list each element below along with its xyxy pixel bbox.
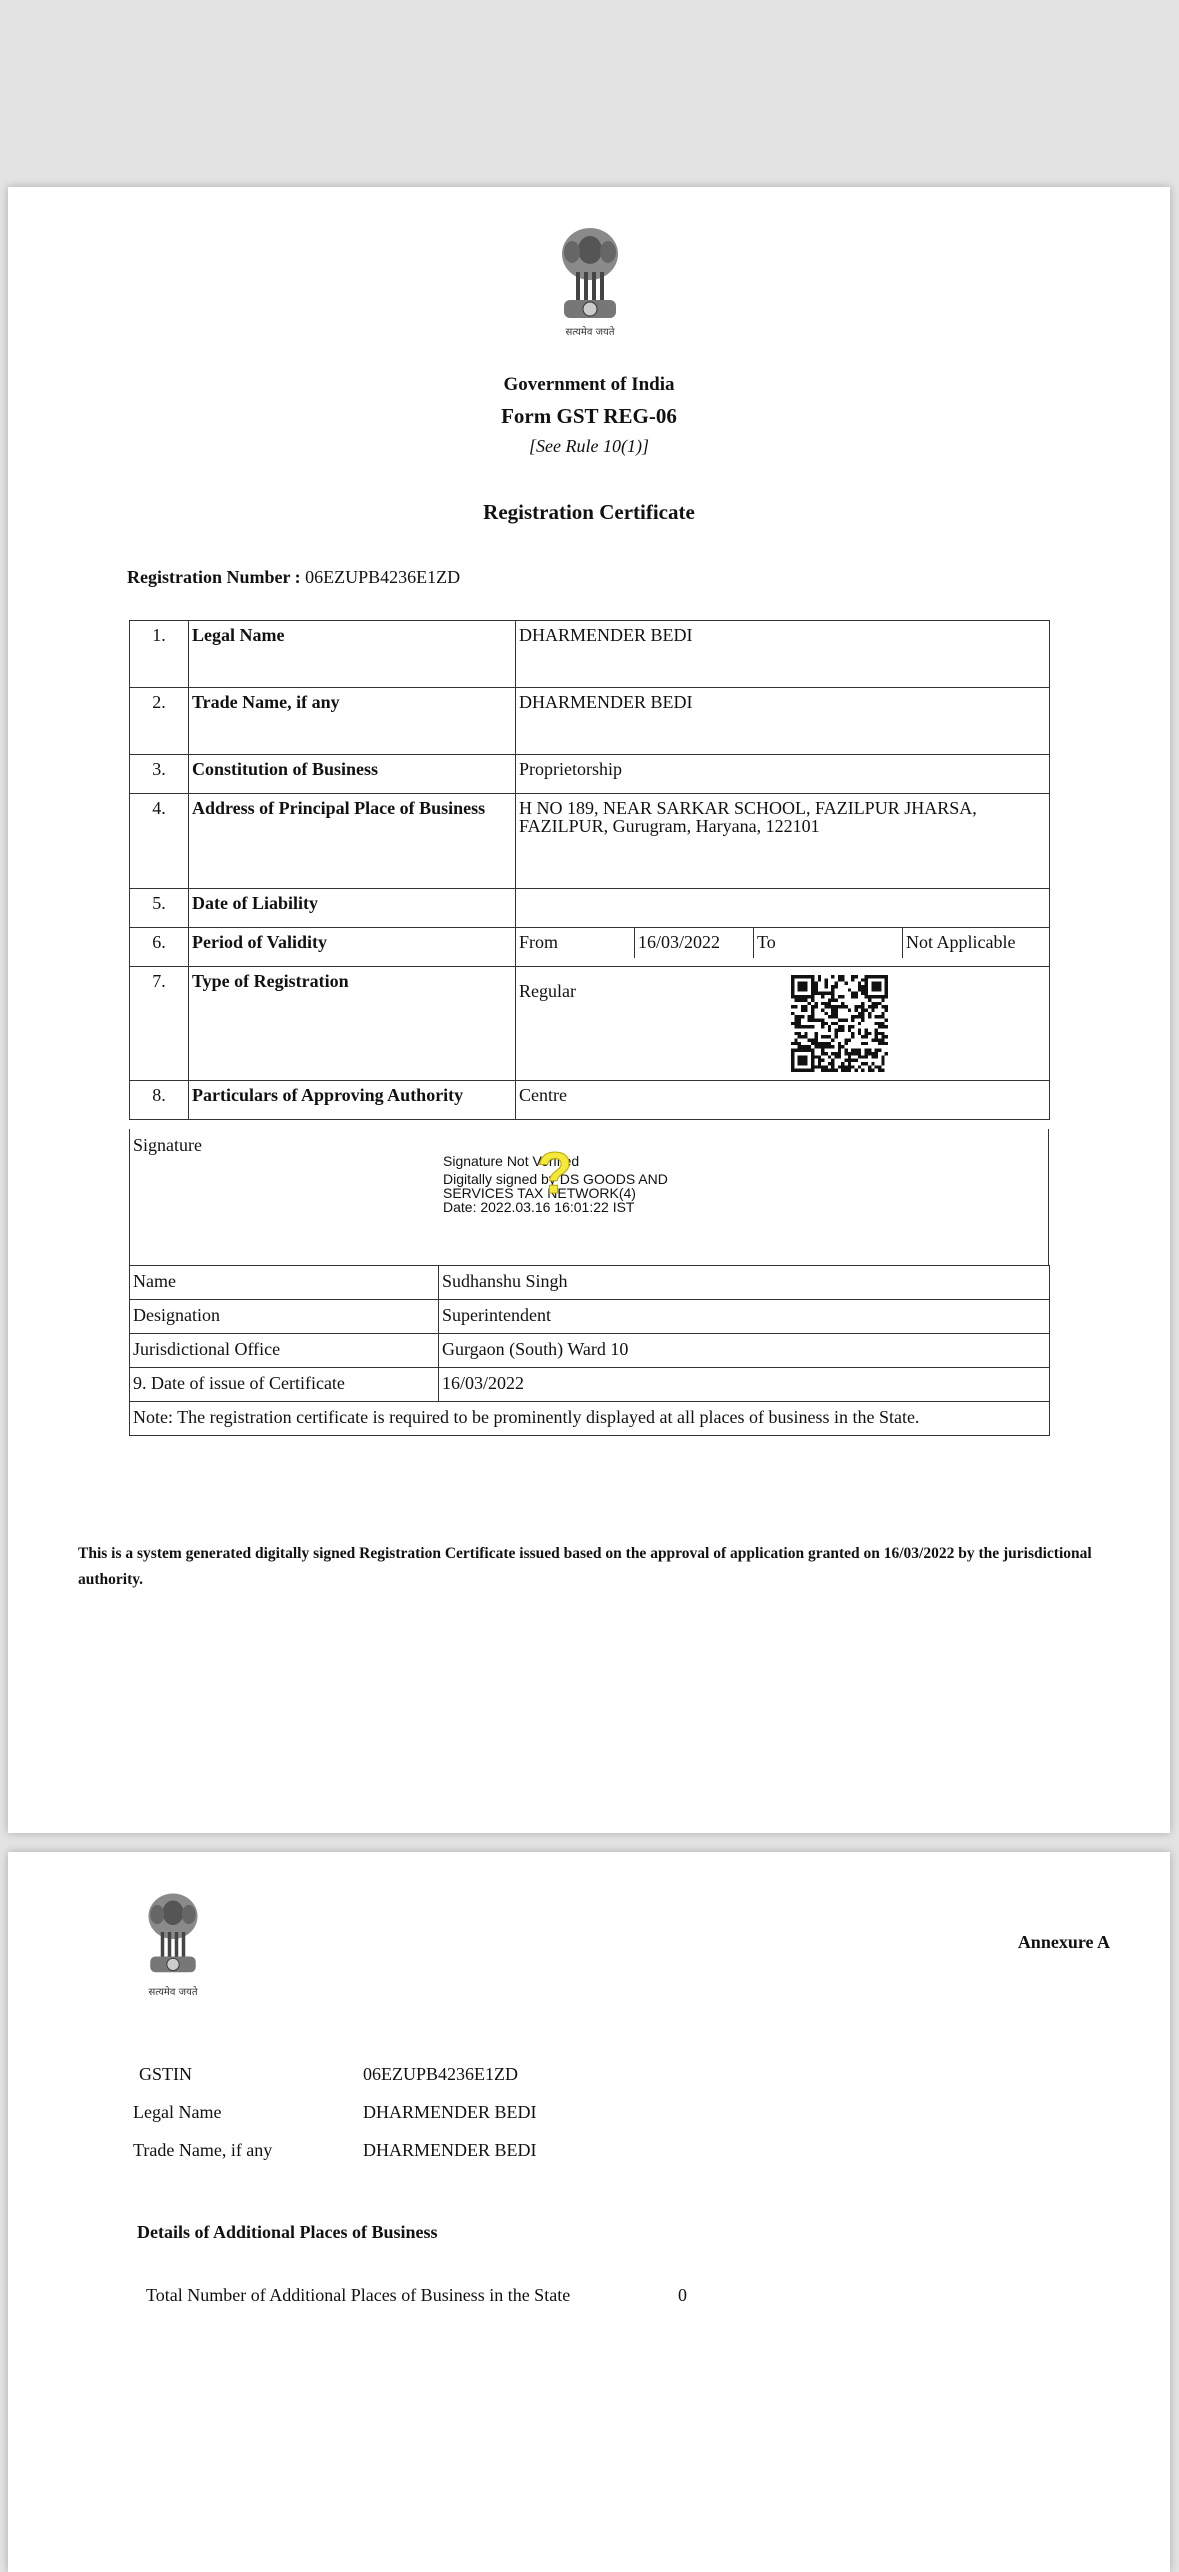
- additional-places-heading: Details of Additional Places of Business: [137, 2222, 438, 2242]
- table-row: [130, 755, 1050, 794]
- table-row: [130, 889, 1050, 928]
- row-label: Date of Liability: [189, 889, 516, 928]
- rule-reference: [See Rule 10(1)]: [529, 436, 649, 456]
- row-number: 6.: [130, 928, 189, 967]
- issue-date-value: 16/03/2022: [439, 1368, 1050, 1402]
- validity-to-value: Not Applicable: [906, 932, 1016, 952]
- registration-number: [127, 567, 460, 588]
- registration-details-table: [129, 620, 1050, 1120]
- table-row: [130, 1300, 1050, 1334]
- form-title: Form GST REG-06: [501, 404, 677, 428]
- system-generated-note: This is a system generated digitally signed Registration Certificate issued based on the approval of application granted on 16/03/2022 by the jurisdictional authority.: [78, 1545, 1092, 1588]
- officer-name-label: Name: [130, 1266, 439, 1300]
- table-row: [130, 794, 1050, 889]
- table-row: [130, 1081, 1050, 1120]
- row-number: 3.: [130, 755, 189, 794]
- certificate-title: Registration Certificate: [483, 500, 695, 524]
- jurisdictional-office-label: Jurisdictional Office: [130, 1334, 439, 1368]
- certificate-page-2: [8, 1852, 1170, 2572]
- row-label: Legal Name: [189, 621, 516, 688]
- table-row: [130, 928, 1050, 967]
- row-label: Trade Name, if any: [189, 688, 516, 755]
- table-row: [130, 1368, 1050, 1402]
- row-label: Particulars of Approving Authority: [189, 1081, 516, 1120]
- row-number: 4.: [130, 794, 189, 889]
- table-row: [130, 1402, 1050, 1436]
- signature-label: Signature: [133, 1135, 202, 1155]
- emblem-icon: [550, 222, 630, 322]
- legal-name-value: DHARMENDER BEDI: [363, 2102, 537, 2122]
- validity-from-label: From: [516, 928, 635, 958]
- table-row: [130, 1266, 1050, 1300]
- constitution-value: Proprietorship: [516, 755, 1050, 794]
- signature-block: [129, 1129, 1049, 1266]
- table-row: [130, 688, 1050, 755]
- annexure-title: Annexure A: [1017, 1932, 1110, 1952]
- trade-name-value: DHARMENDER BEDI: [363, 2140, 537, 2160]
- table-row: [130, 967, 1050, 1081]
- total-additional-places-value: 0: [678, 2285, 687, 2305]
- trade-name-value: DHARMENDER BEDI: [516, 688, 1050, 755]
- emblem-icon: [138, 1882, 208, 1982]
- gstin-value: 06EZUPB4236E1ZD: [363, 2064, 518, 2084]
- row-number: 2.: [130, 688, 189, 755]
- signature-status: Signature Not Verified: [443, 1153, 580, 1169]
- validity-cell: [516, 928, 1050, 967]
- signed-by-line-2: SERVICES TAX NETWORK(4): [443, 1185, 636, 1201]
- total-additional-places-label: Total Number of Additional Places of Business in the State: [146, 2285, 571, 2305]
- officer-details-table: [129, 1265, 1050, 1436]
- row-number: 1.: [130, 621, 189, 688]
- registration-number-label: Registration Number :: [127, 567, 301, 587]
- government-heading: Government of India: [503, 374, 675, 395]
- qr-code-icon: [791, 975, 888, 1072]
- row-label: Address of Principal Place of Business: [189, 794, 516, 889]
- table-row: [130, 1334, 1050, 1368]
- emblem-motto: सत्यमेव जयते: [148, 1987, 198, 1998]
- approving-authority-value: Centre: [516, 1081, 1050, 1120]
- validity-from-value: 16/03/2022: [635, 928, 754, 958]
- trade-name-label: Trade Name, if any: [133, 2140, 273, 2160]
- designation-value: Superintendent: [439, 1300, 1050, 1334]
- row-number: 8.: [130, 1081, 189, 1120]
- date-of-liability-value: [516, 889, 1050, 928]
- row-label: Constitution of Business: [189, 755, 516, 794]
- row-label: Period of Validity: [189, 928, 516, 967]
- row-number: 5.: [130, 889, 189, 928]
- registration-type-cell: [516, 967, 1050, 1081]
- registration-number-value: 06EZUPB4236E1ZD: [305, 567, 461, 587]
- table-row: [130, 621, 1050, 688]
- designation-label: Designation: [130, 1300, 439, 1334]
- gstin-label: GSTIN: [139, 2064, 192, 2084]
- signature-unverified-icon[interactable]: ?: [537, 1141, 573, 1206]
- signed-by-line-1: Digitally signed by DS GOODS AND: [443, 1171, 668, 1187]
- validity-to-label: To: [754, 928, 903, 958]
- registration-type-value: Regular: [519, 981, 576, 1001]
- signature-date: Date: 2022.03.16 16:01:22 IST: [443, 1199, 635, 1215]
- address-value: H NO 189, NEAR SARKAR SCHOOL, FAZILPUR JHARSA, FAZILPUR, Gurugram, Haryana, 122101: [516, 794, 1050, 889]
- row-number: 7.: [130, 967, 189, 1081]
- jurisdictional-office-value: Gurgaon (South) Ward 10: [439, 1334, 1050, 1368]
- emblem-motto: सत्यमेव जयते: [565, 327, 615, 338]
- legal-name-value: DHARMENDER BEDI: [516, 621, 1050, 688]
- row-label: Type of Registration: [189, 967, 516, 1081]
- certificate-page-1: [8, 187, 1170, 1833]
- legal-name-label: Legal Name: [133, 2102, 222, 2122]
- display-note: Note: The registration certificate is required to be prominently displayed at all places of business in the State.: [130, 1402, 1050, 1436]
- national-emblem: [550, 222, 630, 338]
- national-emblem: [138, 1882, 208, 1998]
- officer-name-value: Sudhanshu Singh: [439, 1266, 1050, 1300]
- issue-date-label: 9. Date of issue of Certificate: [130, 1368, 439, 1402]
